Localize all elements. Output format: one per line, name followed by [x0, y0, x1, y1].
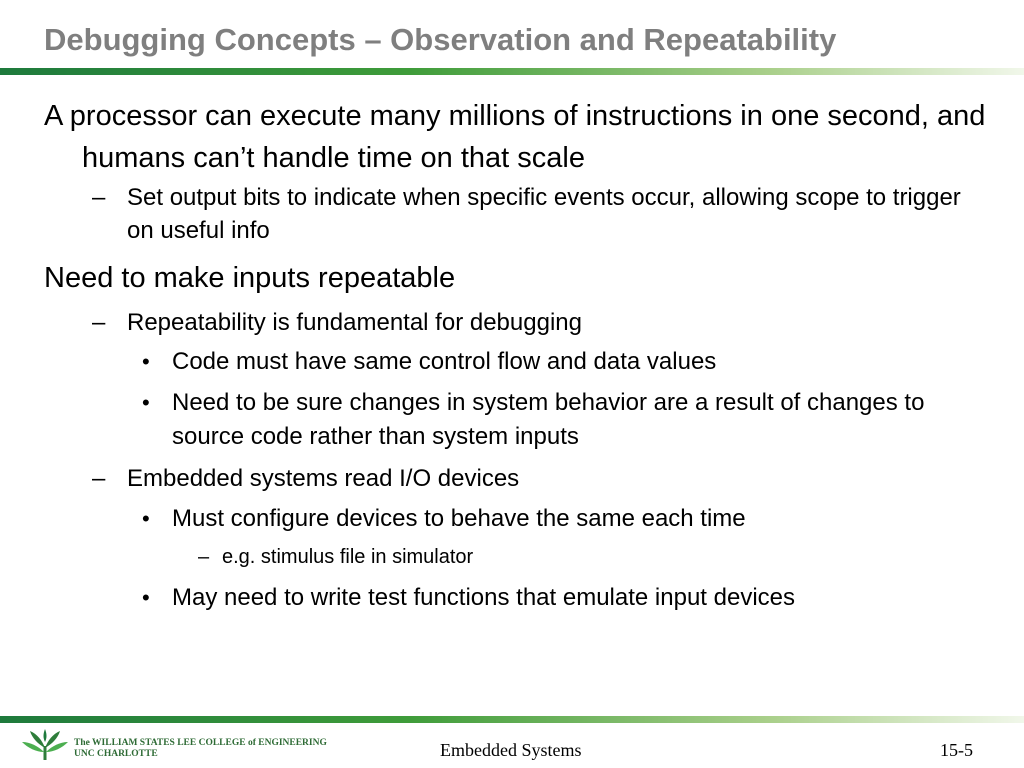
bullet-level2-io-devices	[92, 462, 967, 495]
bullet-level1-processor: A processor can execute many millions of instructions in one second, and humans can’t handle time on that scale	[44, 100, 986, 174]
bullet-level2-repeatability	[92, 306, 967, 339]
dash-marker: –	[198, 546, 210, 568]
bullet-marker: •	[142, 506, 150, 531]
bullet-text: Set output bits to indicate when specific events occur, allowing scope to trigger on useful info	[127, 184, 961, 244]
dash-marker: –	[92, 465, 106, 492]
bullet-level3-test-functions	[142, 581, 962, 615]
bullet-text: Must configure devices to behave the same each time	[172, 505, 746, 532]
bullet-text: e.g. stimulus file in simulator	[222, 546, 474, 568]
bullet-level2-output-bits	[92, 181, 967, 247]
bullet-text: May need to write test functions that emulate input devices	[172, 584, 796, 611]
bullet-marker: •	[142, 585, 150, 610]
logo-line-college: The WILLIAM STATES LEE COLLEGE of ENGINEERING	[74, 738, 327, 748]
footer-divider	[0, 716, 1024, 723]
title-divider	[0, 68, 1024, 75]
bullet-text: Repeatability is fundamental for debugging	[127, 309, 582, 336]
bullet-marker: •	[142, 349, 150, 374]
bullet-level4-stimulus-file	[198, 543, 922, 571]
college-logo-text	[74, 738, 327, 760]
dash-marker: –	[92, 184, 106, 211]
bullet-marker: •	[142, 390, 150, 415]
footer-page-number: 15-5	[940, 740, 973, 760]
slide-title: Debugging Concepts – Observation and Repeatability	[44, 22, 837, 57]
bullet-level3-configure-devices	[142, 502, 962, 536]
bullet-level1-inputs: Need to make inputs repeatable	[44, 262, 456, 294]
bullet-level3-control-flow	[142, 345, 962, 379]
bullet-level3-system-behavior	[142, 386, 962, 454]
bullet-text: Need to be sure changes in system behavior are a result of changes to source code rather than system inputs	[172, 389, 925, 450]
dash-marker: –	[92, 309, 106, 336]
logo-line-university: UNC CHARLOTTE	[74, 749, 158, 759]
bullet-text: Code must have same control flow and data values	[172, 348, 717, 375]
bullet-text: Embedded systems read I/O devices	[127, 465, 520, 492]
footer-course-name: Embedded Systems	[440, 740, 582, 760]
college-logo-icon	[20, 728, 70, 762]
